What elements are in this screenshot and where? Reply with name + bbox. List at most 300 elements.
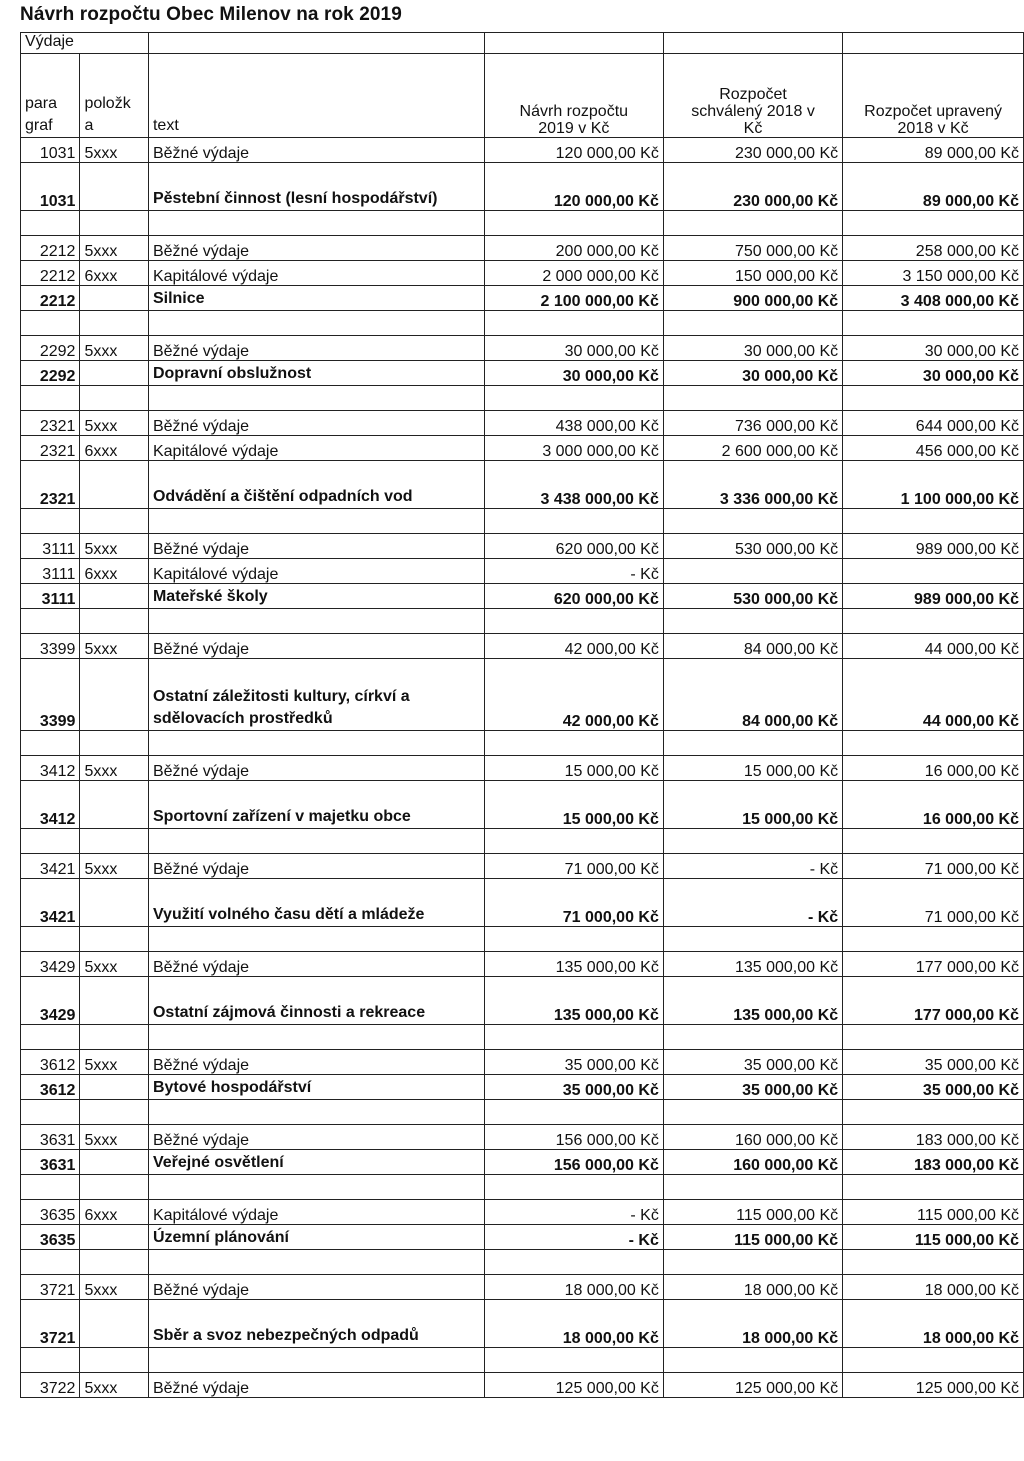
- table-row: [21, 411, 1024, 436]
- empty-cell: [80, 1175, 149, 1200]
- spacer-row: [21, 386, 1024, 411]
- upraveny-2018-cell: 89 000,00 Kč: [843, 138, 1024, 163]
- empty-cell: [148, 1250, 484, 1275]
- table-row: [21, 1275, 1024, 1300]
- table-row: [21, 336, 1024, 361]
- upraveny-2018-cell: 177 000,00 Kč: [843, 952, 1024, 977]
- header-spacer: [484, 33, 663, 54]
- upraveny-2018-cell: 18 000,00 Kč: [843, 1275, 1024, 1300]
- polozka-cell: [80, 879, 149, 927]
- header-paragraf-line2: graf: [25, 117, 53, 134]
- table-row: [21, 534, 1024, 559]
- navrh-2019-cell: 15 000,00 Kč: [484, 756, 663, 781]
- schvaleny-2018-cell: 160 000,00 Kč: [663, 1150, 842, 1175]
- upraveny-2018-cell: 35 000,00 Kč: [843, 1050, 1024, 1075]
- upraveny-2018-cell: 3 150 000,00 Kč: [843, 261, 1024, 286]
- subtotal-row: [21, 879, 1024, 927]
- section-header-row: [21, 33, 1024, 54]
- schvaleny-2018-cell: 125 000,00 Kč: [663, 1373, 842, 1398]
- upraveny-2018-cell: 30 000,00 Kč: [843, 361, 1024, 386]
- navrh-2019-cell: 3 000 000,00 Kč: [484, 436, 663, 461]
- empty-cell: [663, 211, 842, 236]
- paragraf-cell: 2321: [21, 411, 80, 436]
- empty-cell: [484, 1175, 663, 1200]
- text-cell: Dopravní obslužnost: [148, 361, 484, 386]
- paragraf-cell: 3631: [21, 1125, 80, 1150]
- empty-cell: [80, 609, 149, 634]
- upraveny-2018-cell: 644 000,00 Kč: [843, 411, 1024, 436]
- paragraf-cell: 3721: [21, 1300, 80, 1348]
- empty-cell: [843, 386, 1024, 411]
- paragraf-cell: 3631: [21, 1150, 80, 1175]
- empty-cell: [21, 386, 80, 411]
- empty-cell: [148, 386, 484, 411]
- polozka-cell: 6xxx: [80, 559, 149, 584]
- navrh-2019-cell: 125 000,00 Kč: [484, 1373, 663, 1398]
- upraveny-2018-cell: [843, 559, 1024, 584]
- polozka-cell: 5xxx: [80, 138, 149, 163]
- text-cell: Běžné výdaje: [148, 336, 484, 361]
- table-row: [21, 634, 1024, 659]
- document-title: Návrh rozpočtu Obec Milenov na rok 2019: [20, 4, 402, 25]
- empty-cell: [148, 829, 484, 854]
- schvaleny-2018-cell: 18 000,00 Kč: [663, 1300, 842, 1348]
- table-row: [21, 1050, 1024, 1075]
- header-upraveny-2018: [843, 54, 1024, 138]
- navrh-2019-cell: 438 000,00 Kč: [484, 411, 663, 436]
- upraveny-2018-cell: 1 100 000,00 Kč: [843, 461, 1024, 509]
- navrh-2019-cell: 120 000,00 Kč: [484, 138, 663, 163]
- polozka-cell: 5xxx: [80, 756, 149, 781]
- polozka-cell: [80, 163, 149, 211]
- paragraf-cell: 1031: [21, 138, 80, 163]
- empty-cell: [148, 609, 484, 634]
- navrh-2019-cell: - Kč: [484, 559, 663, 584]
- upraveny-2018-cell: 183 000,00 Kč: [843, 1150, 1024, 1175]
- table-row: [21, 236, 1024, 261]
- empty-cell: [843, 731, 1024, 756]
- empty-cell: [484, 829, 663, 854]
- schvaleny-2018-cell: 160 000,00 Kč: [663, 1125, 842, 1150]
- polozka-cell: 5xxx: [80, 952, 149, 977]
- schvaleny-2018-cell: 30 000,00 Kč: [663, 336, 842, 361]
- paragraf-cell: 3421: [21, 854, 80, 879]
- column-header-row: [21, 54, 1024, 138]
- empty-cell: [21, 1175, 80, 1200]
- text-cell: Běžné výdaje: [148, 1275, 484, 1300]
- empty-cell: [484, 1348, 663, 1373]
- spacer-row: [21, 927, 1024, 952]
- empty-cell: [21, 1250, 80, 1275]
- empty-cell: [80, 1025, 149, 1050]
- navrh-2019-cell: 620 000,00 Kč: [484, 534, 663, 559]
- empty-cell: [843, 509, 1024, 534]
- text-cell: Využití volného času dětí a mládeže: [148, 879, 484, 927]
- upraveny-2018-cell: 16 000,00 Kč: [843, 781, 1024, 829]
- header-upraveny-line1: Rozpočet upravený: [864, 103, 1003, 120]
- polozka-cell: 6xxx: [80, 261, 149, 286]
- schvaleny-2018-cell: 2 600 000,00 Kč: [663, 436, 842, 461]
- paragraf-cell: 3429: [21, 952, 80, 977]
- upraveny-2018-cell: 456 000,00 Kč: [843, 436, 1024, 461]
- schvaleny-2018-cell: 230 000,00 Kč: [663, 163, 842, 211]
- empty-cell: [484, 927, 663, 952]
- polozka-cell: 6xxx: [80, 436, 149, 461]
- empty-cell: [21, 509, 80, 534]
- navrh-2019-cell: 120 000,00 Kč: [484, 163, 663, 211]
- schvaleny-2018-cell: 115 000,00 Kč: [663, 1225, 842, 1250]
- empty-cell: [843, 1025, 1024, 1050]
- navrh-2019-cell: 30 000,00 Kč: [484, 361, 663, 386]
- subtotal-row: [21, 659, 1024, 731]
- header-upraveny-line2: 2018 v Kč: [897, 120, 969, 137]
- empty-cell: [21, 1025, 80, 1050]
- text-cell: Běžné výdaje: [148, 756, 484, 781]
- header-spacer: [843, 33, 1024, 54]
- paragraf-cell: 3635: [21, 1200, 80, 1225]
- text-cell: Běžné výdaje: [148, 534, 484, 559]
- upraveny-2018-cell: 35 000,00 Kč: [843, 1075, 1024, 1100]
- navrh-2019-cell: 71 000,00 Kč: [484, 879, 663, 927]
- empty-cell: [148, 1348, 484, 1373]
- navrh-2019-cell: 18 000,00 Kč: [484, 1300, 663, 1348]
- schvaleny-2018-cell: 35 000,00 Kč: [663, 1050, 842, 1075]
- subtotal-row: [21, 781, 1024, 829]
- empty-cell: [80, 829, 149, 854]
- header-navrh-line1: Návrh rozpočtu: [519, 103, 629, 120]
- table-row: [21, 559, 1024, 584]
- polozka-cell: [80, 659, 149, 731]
- schvaleny-2018-cell: 135 000,00 Kč: [663, 977, 842, 1025]
- empty-cell: [484, 211, 663, 236]
- empty-cell: [148, 731, 484, 756]
- text-cell: Silnice: [148, 286, 484, 311]
- empty-cell: [843, 609, 1024, 634]
- upraveny-2018-cell: 989 000,00 Kč: [843, 534, 1024, 559]
- paragraf-cell: 2292: [21, 336, 80, 361]
- paragraf-cell: 3399: [21, 634, 80, 659]
- paragraf-cell: 3421: [21, 879, 80, 927]
- header-schvaleny-line2: schválený 2018 v: [691, 103, 815, 120]
- header-polozka: [80, 54, 149, 138]
- text-cell: Územní plánování: [148, 1225, 484, 1250]
- upraveny-2018-cell: 258 000,00 Kč: [843, 236, 1024, 261]
- spacer-row: [21, 1100, 1024, 1125]
- upraveny-2018-cell: 183 000,00 Kč: [843, 1125, 1024, 1150]
- text-cell: Běžné výdaje: [148, 854, 484, 879]
- subtotal-row: [21, 977, 1024, 1025]
- schvaleny-2018-cell: 530 000,00 Kč: [663, 584, 842, 609]
- empty-cell: [484, 1100, 663, 1125]
- polozka-cell: [80, 286, 149, 311]
- navrh-2019-cell: 3 438 000,00 Kč: [484, 461, 663, 509]
- text-cell: Sběr a svoz nebezpečných odpadů: [148, 1300, 484, 1348]
- table-row: [21, 854, 1024, 879]
- upraveny-2018-cell: 71 000,00 Kč: [843, 854, 1024, 879]
- empty-cell: [21, 211, 80, 236]
- upraveny-2018-cell: 115 000,00 Kč: [843, 1200, 1024, 1225]
- paragraf-cell: 3612: [21, 1075, 80, 1100]
- navrh-2019-cell: 15 000,00 Kč: [484, 781, 663, 829]
- upraveny-2018-cell: 989 000,00 Kč: [843, 584, 1024, 609]
- spacer-row: [21, 731, 1024, 756]
- empty-cell: [663, 1175, 842, 1200]
- header-spacer: [663, 33, 842, 54]
- polozka-cell: [80, 1225, 149, 1250]
- text-cell: Běžné výdaje: [148, 634, 484, 659]
- empty-cell: [843, 311, 1024, 336]
- navrh-2019-cell: 42 000,00 Kč: [484, 634, 663, 659]
- text-cell: Odvádění a čištění odpadních vod: [148, 461, 484, 509]
- navrh-2019-cell: 2 000 000,00 Kč: [484, 261, 663, 286]
- table-row: [21, 756, 1024, 781]
- polozka-cell: 5xxx: [80, 1275, 149, 1300]
- schvaleny-2018-cell: 900 000,00 Kč: [663, 286, 842, 311]
- spacer-row: [21, 211, 1024, 236]
- empty-cell: [484, 731, 663, 756]
- polozka-cell: 5xxx: [80, 634, 149, 659]
- empty-cell: [843, 1100, 1024, 1125]
- empty-cell: [148, 211, 484, 236]
- empty-cell: [843, 927, 1024, 952]
- schvaleny-2018-cell: 135 000,00 Kč: [663, 952, 842, 977]
- upraveny-2018-cell: 89 000,00 Kč: [843, 163, 1024, 211]
- schvaleny-2018-cell: 115 000,00 Kč: [663, 1200, 842, 1225]
- schvaleny-2018-cell: - Kč: [663, 879, 842, 927]
- upraveny-2018-cell: 18 000,00 Kč: [843, 1300, 1024, 1348]
- header-paragraf: [21, 54, 80, 138]
- empty-cell: [663, 311, 842, 336]
- subtotal-row: [21, 1075, 1024, 1100]
- table-row: [21, 1200, 1024, 1225]
- text-cell: Kapitálové výdaje: [148, 559, 484, 584]
- empty-cell: [21, 609, 80, 634]
- table-row: [21, 952, 1024, 977]
- polozka-cell: 5xxx: [80, 1373, 149, 1398]
- polozka-cell: [80, 977, 149, 1025]
- schvaleny-2018-cell: 84 000,00 Kč: [663, 659, 842, 731]
- paragraf-cell: 2212: [21, 261, 80, 286]
- text-cell: Mateřské školy: [148, 584, 484, 609]
- empty-cell: [80, 927, 149, 952]
- spacer-row: [21, 609, 1024, 634]
- empty-cell: [80, 1100, 149, 1125]
- paragraf-cell: 2321: [21, 436, 80, 461]
- upraveny-2018-cell: 115 000,00 Kč: [843, 1225, 1024, 1250]
- empty-cell: [843, 829, 1024, 854]
- header-navrh-2019: [484, 54, 663, 138]
- text-cell: Bytové hospodářství: [148, 1075, 484, 1100]
- empty-cell: [21, 311, 80, 336]
- header-polozka-line2: a: [84, 117, 94, 134]
- empty-cell: [484, 1025, 663, 1050]
- empty-cell: [148, 509, 484, 534]
- polozka-cell: [80, 461, 149, 509]
- empty-cell: [843, 1175, 1024, 1200]
- paragraf-cell: 2212: [21, 236, 80, 261]
- upraveny-2018-cell: 44 000,00 Kč: [843, 634, 1024, 659]
- text-cell: Běžné výdaje: [148, 138, 484, 163]
- spacer-row: [21, 1175, 1024, 1200]
- upraveny-2018-cell: 30 000,00 Kč: [843, 336, 1024, 361]
- upraveny-2018-cell: 44 000,00 Kč: [843, 659, 1024, 731]
- schvaleny-2018-cell: 35 000,00 Kč: [663, 1075, 842, 1100]
- text-cell: Běžné výdaje: [148, 1125, 484, 1150]
- schvaleny-2018-cell: [663, 559, 842, 584]
- header-navrh-line2: 2019 v Kč: [538, 120, 610, 137]
- empty-cell: [148, 1175, 484, 1200]
- schvaleny-2018-cell: 736 000,00 Kč: [663, 411, 842, 436]
- empty-cell: [80, 1348, 149, 1373]
- navrh-2019-cell: 2 100 000,00 Kč: [484, 286, 663, 311]
- paragraf-cell: 3111: [21, 584, 80, 609]
- empty-cell: [80, 211, 149, 236]
- upraveny-2018-cell: 177 000,00 Kč: [843, 977, 1024, 1025]
- navrh-2019-cell: 620 000,00 Kč: [484, 584, 663, 609]
- paragraf-cell: 2212: [21, 286, 80, 311]
- empty-cell: [663, 829, 842, 854]
- text-cell: Běžné výdaje: [148, 236, 484, 261]
- empty-cell: [80, 509, 149, 534]
- text-cell: Kapitálové výdaje: [148, 1200, 484, 1225]
- schvaleny-2018-cell: 15 000,00 Kč: [663, 756, 842, 781]
- upraveny-2018-cell: 71 000,00 Kč: [843, 879, 1024, 927]
- table-row: [21, 1373, 1024, 1398]
- spacer-row: [21, 311, 1024, 336]
- empty-cell: [21, 829, 80, 854]
- navrh-2019-cell: 18 000,00 Kč: [484, 1275, 663, 1300]
- paragraf-cell: 3635: [21, 1225, 80, 1250]
- header-schvaleny-2018: [663, 54, 842, 138]
- polozka-cell: 5xxx: [80, 236, 149, 261]
- text-cell: Běžné výdaje: [148, 952, 484, 977]
- empty-cell: [484, 609, 663, 634]
- text-cell: Běžné výdaje: [148, 1050, 484, 1075]
- empty-cell: [663, 386, 842, 411]
- empty-cell: [80, 1250, 149, 1275]
- polozka-cell: [80, 1300, 149, 1348]
- polozka-cell: 5xxx: [80, 1125, 149, 1150]
- polozka-cell: 5xxx: [80, 1050, 149, 1075]
- subtotal-row: [21, 1300, 1024, 1348]
- empty-cell: [80, 311, 149, 336]
- schvaleny-2018-cell: 15 000,00 Kč: [663, 781, 842, 829]
- empty-cell: [663, 731, 842, 756]
- upraveny-2018-cell: 125 000,00 Kč: [843, 1373, 1024, 1398]
- navrh-2019-cell: 156 000,00 Kč: [484, 1125, 663, 1150]
- table-row: [21, 138, 1024, 163]
- schvaleny-2018-cell: 150 000,00 Kč: [663, 261, 842, 286]
- subtotal-row: [21, 1225, 1024, 1250]
- paragraf-cell: 3111: [21, 534, 80, 559]
- navrh-2019-cell: 135 000,00 Kč: [484, 952, 663, 977]
- paragraf-cell: 3412: [21, 756, 80, 781]
- empty-cell: [484, 386, 663, 411]
- schvaleny-2018-cell: 750 000,00 Kč: [663, 236, 842, 261]
- spacer-row: [21, 829, 1024, 854]
- empty-cell: [484, 311, 663, 336]
- empty-cell: [148, 1100, 484, 1125]
- table-row: [21, 1125, 1024, 1150]
- empty-cell: [80, 731, 149, 756]
- empty-cell: [843, 1250, 1024, 1275]
- empty-cell: [21, 927, 80, 952]
- navrh-2019-cell: - Kč: [484, 1225, 663, 1250]
- header-text: text: [148, 54, 484, 138]
- upraveny-2018-cell: 3 408 000,00 Kč: [843, 286, 1024, 311]
- header-schvaleny-line1: Rozpočet: [719, 86, 787, 103]
- empty-cell: [80, 386, 149, 411]
- empty-cell: [21, 731, 80, 756]
- paragraf-cell: 3721: [21, 1275, 80, 1300]
- paragraf-cell: 3722: [21, 1373, 80, 1398]
- text-cell: Pěstební činnost (lesní hospodářství): [148, 163, 484, 211]
- polozka-cell: [80, 1075, 149, 1100]
- empty-cell: [663, 1025, 842, 1050]
- polozka-cell: 5xxx: [80, 854, 149, 879]
- empty-cell: [148, 311, 484, 336]
- subtotal-row: [21, 286, 1024, 311]
- schvaleny-2018-cell: 18 000,00 Kč: [663, 1275, 842, 1300]
- paragraf-cell: 3412: [21, 781, 80, 829]
- text-cell: Kapitálové výdaje: [148, 261, 484, 286]
- empty-cell: [663, 1250, 842, 1275]
- polozka-cell: 5xxx: [80, 534, 149, 559]
- paragraf-cell: 2292: [21, 361, 80, 386]
- spacer-row: [21, 509, 1024, 534]
- budget-table: [20, 32, 1024, 1398]
- empty-cell: [21, 1100, 80, 1125]
- empty-cell: [663, 927, 842, 952]
- paragraf-cell: 1031: [21, 163, 80, 211]
- spacer-row: [21, 1025, 1024, 1050]
- navrh-2019-cell: 30 000,00 Kč: [484, 336, 663, 361]
- paragraf-cell: 2321: [21, 461, 80, 509]
- subtotal-row: [21, 361, 1024, 386]
- upraveny-2018-cell: 16 000,00 Kč: [843, 756, 1024, 781]
- empty-cell: [484, 1250, 663, 1275]
- paragraf-cell: 3612: [21, 1050, 80, 1075]
- schvaleny-2018-cell: 3 336 000,00 Kč: [663, 461, 842, 509]
- text-cell: Běžné výdaje: [148, 1373, 484, 1398]
- spacer-row: [21, 1348, 1024, 1373]
- subtotal-row: [21, 1150, 1024, 1175]
- paragraf-cell: 3399: [21, 659, 80, 731]
- schvaleny-2018-cell: 30 000,00 Kč: [663, 361, 842, 386]
- text-cell: Veřejné osvětlení: [148, 1150, 484, 1175]
- text-cell: Běžné výdaje: [148, 411, 484, 436]
- polozka-cell: 6xxx: [80, 1200, 149, 1225]
- navrh-2019-cell: 156 000,00 Kč: [484, 1150, 663, 1175]
- header-schvaleny-line3: Kč: [743, 120, 763, 137]
- header-polozka-line1: položk: [84, 95, 131, 112]
- navrh-2019-cell: 71 000,00 Kč: [484, 854, 663, 879]
- empty-cell: [843, 1348, 1024, 1373]
- section-label: Výdaje: [21, 33, 149, 54]
- empty-cell: [148, 1025, 484, 1050]
- schvaleny-2018-cell: - Kč: [663, 854, 842, 879]
- empty-cell: [663, 1100, 842, 1125]
- spacer-row: [21, 1250, 1024, 1275]
- paragraf-cell: 3111: [21, 559, 80, 584]
- polozka-cell: 5xxx: [80, 411, 149, 436]
- paragraf-cell: 3429: [21, 977, 80, 1025]
- schvaleny-2018-cell: 230 000,00 Kč: [663, 138, 842, 163]
- navrh-2019-cell: 135 000,00 Kč: [484, 977, 663, 1025]
- text-cell: Ostatní záležitosti kultury, církví a sdělovacích prostředků: [148, 659, 484, 731]
- empty-cell: [484, 509, 663, 534]
- table-row: [21, 261, 1024, 286]
